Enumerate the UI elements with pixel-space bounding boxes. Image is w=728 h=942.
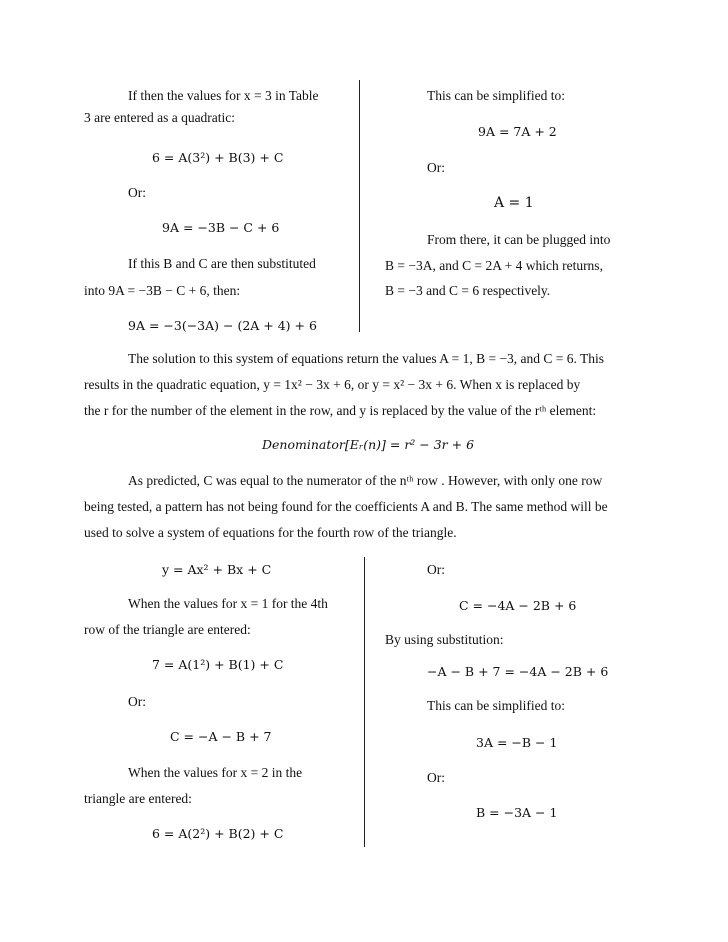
s1-right-para-line3: B = −3 and C = 6 respectively. bbox=[385, 283, 551, 298]
s1-right-para-line1: From there, it can be plugged into bbox=[427, 232, 611, 247]
s2-left-para2-line2: triangle are entered: bbox=[84, 791, 192, 806]
s2-left-para1-line1: When the values for x = 1 for the 4th bbox=[128, 596, 328, 611]
s2-right-or-1: Or: bbox=[427, 562, 445, 577]
s1-right-para-line2: B = −3A, and C = 2A + 4 which returns, bbox=[385, 258, 603, 273]
s1-right-simplified-text: This can be simplified to: bbox=[427, 88, 565, 103]
s2-left-or-1: Or: bbox=[128, 694, 146, 709]
s2-left-para1-line2: row of the triangle are entered: bbox=[84, 622, 251, 637]
s1-left-para2-line1: If this B and C are then substituted bbox=[128, 256, 316, 271]
s1-left-para1-line2: 3 are entered as a quadratic: bbox=[84, 110, 236, 125]
s1-left-para2-line2: into 9A = −3B − C + 6, then: bbox=[84, 283, 241, 298]
denominator-formula: Denominator[Eᵣ(n)] = r² − 3r + 6 bbox=[262, 437, 475, 452]
s2-right-simplified-text: This can be simplified to: bbox=[427, 698, 565, 713]
s1-left-equation-2: 9A = −3B − C + 6 bbox=[162, 220, 280, 235]
middle-para1-line2: results in the quadratic equation, y = 1x² − 3x + 6, or y = x² − 3x + 6. When x is replaced by bbox=[84, 377, 581, 392]
s1-right-or-1: Or: bbox=[427, 160, 445, 175]
s1-left-or-1: Or: bbox=[128, 185, 146, 200]
s1-left-equation-3: 9A = −3(−3A) − (2A + 4) + 6 bbox=[128, 318, 317, 333]
s2-left-equation-3: 6 = A(2²) + B(2) + C bbox=[152, 826, 284, 841]
s2-right-substitution-text: By using substitution: bbox=[385, 632, 504, 647]
s2-right-equation-4: B = −3A − 1 bbox=[476, 805, 558, 820]
middle-para1-line1: The solution to this system of equations return the values A = 1, B = −3, and C = 6. This bbox=[128, 351, 605, 366]
s1-right-equation-1: 9A = 7A + 2 bbox=[478, 124, 557, 139]
middle-para2-line2: being tested, a pattern has not being found for the coefficients A and B. The same method will be bbox=[84, 499, 608, 514]
s2-left-para2-line1: When the values for x = 2 in the bbox=[128, 765, 303, 780]
s2-right-equation-1: C = −4A − 2B + 6 bbox=[459, 598, 577, 613]
s1-left-equation-1: 6 = A(3²) + B(3) + C bbox=[152, 150, 284, 165]
s2-left-equation-2: C = −A − B + 7 bbox=[170, 729, 272, 744]
s1-right-equation-2: A = 1 bbox=[494, 195, 534, 211]
s2-right-equation-2: −A − B + 7 = −4A − 2B + 6 bbox=[427, 664, 609, 679]
s2-right-or-2: Or: bbox=[427, 770, 445, 785]
s1-column-divider bbox=[359, 80, 360, 332]
middle-para2-line3: used to solve a system of equations for the fourth row of the triangle. bbox=[84, 525, 457, 540]
s2-left-equation-1: 7 = A(1²) + B(1) + C bbox=[152, 657, 284, 672]
middle-para2-line1: As predicted, C was equal to the numerator of the nᵗʰ row . However, with only one row bbox=[128, 473, 603, 488]
s2-left-equation-0: y = Ax² + Bx + C bbox=[162, 562, 272, 577]
s1-left-para1-line1: If then the values for x = 3 in Table bbox=[128, 88, 319, 103]
s2-column-divider bbox=[364, 557, 365, 847]
middle-para1-line3: the r for the number of the element in the row, and y is replaced by the value of the rᵗʰ element: bbox=[84, 403, 597, 418]
s2-right-equation-3: 3A = −B − 1 bbox=[476, 735, 558, 750]
